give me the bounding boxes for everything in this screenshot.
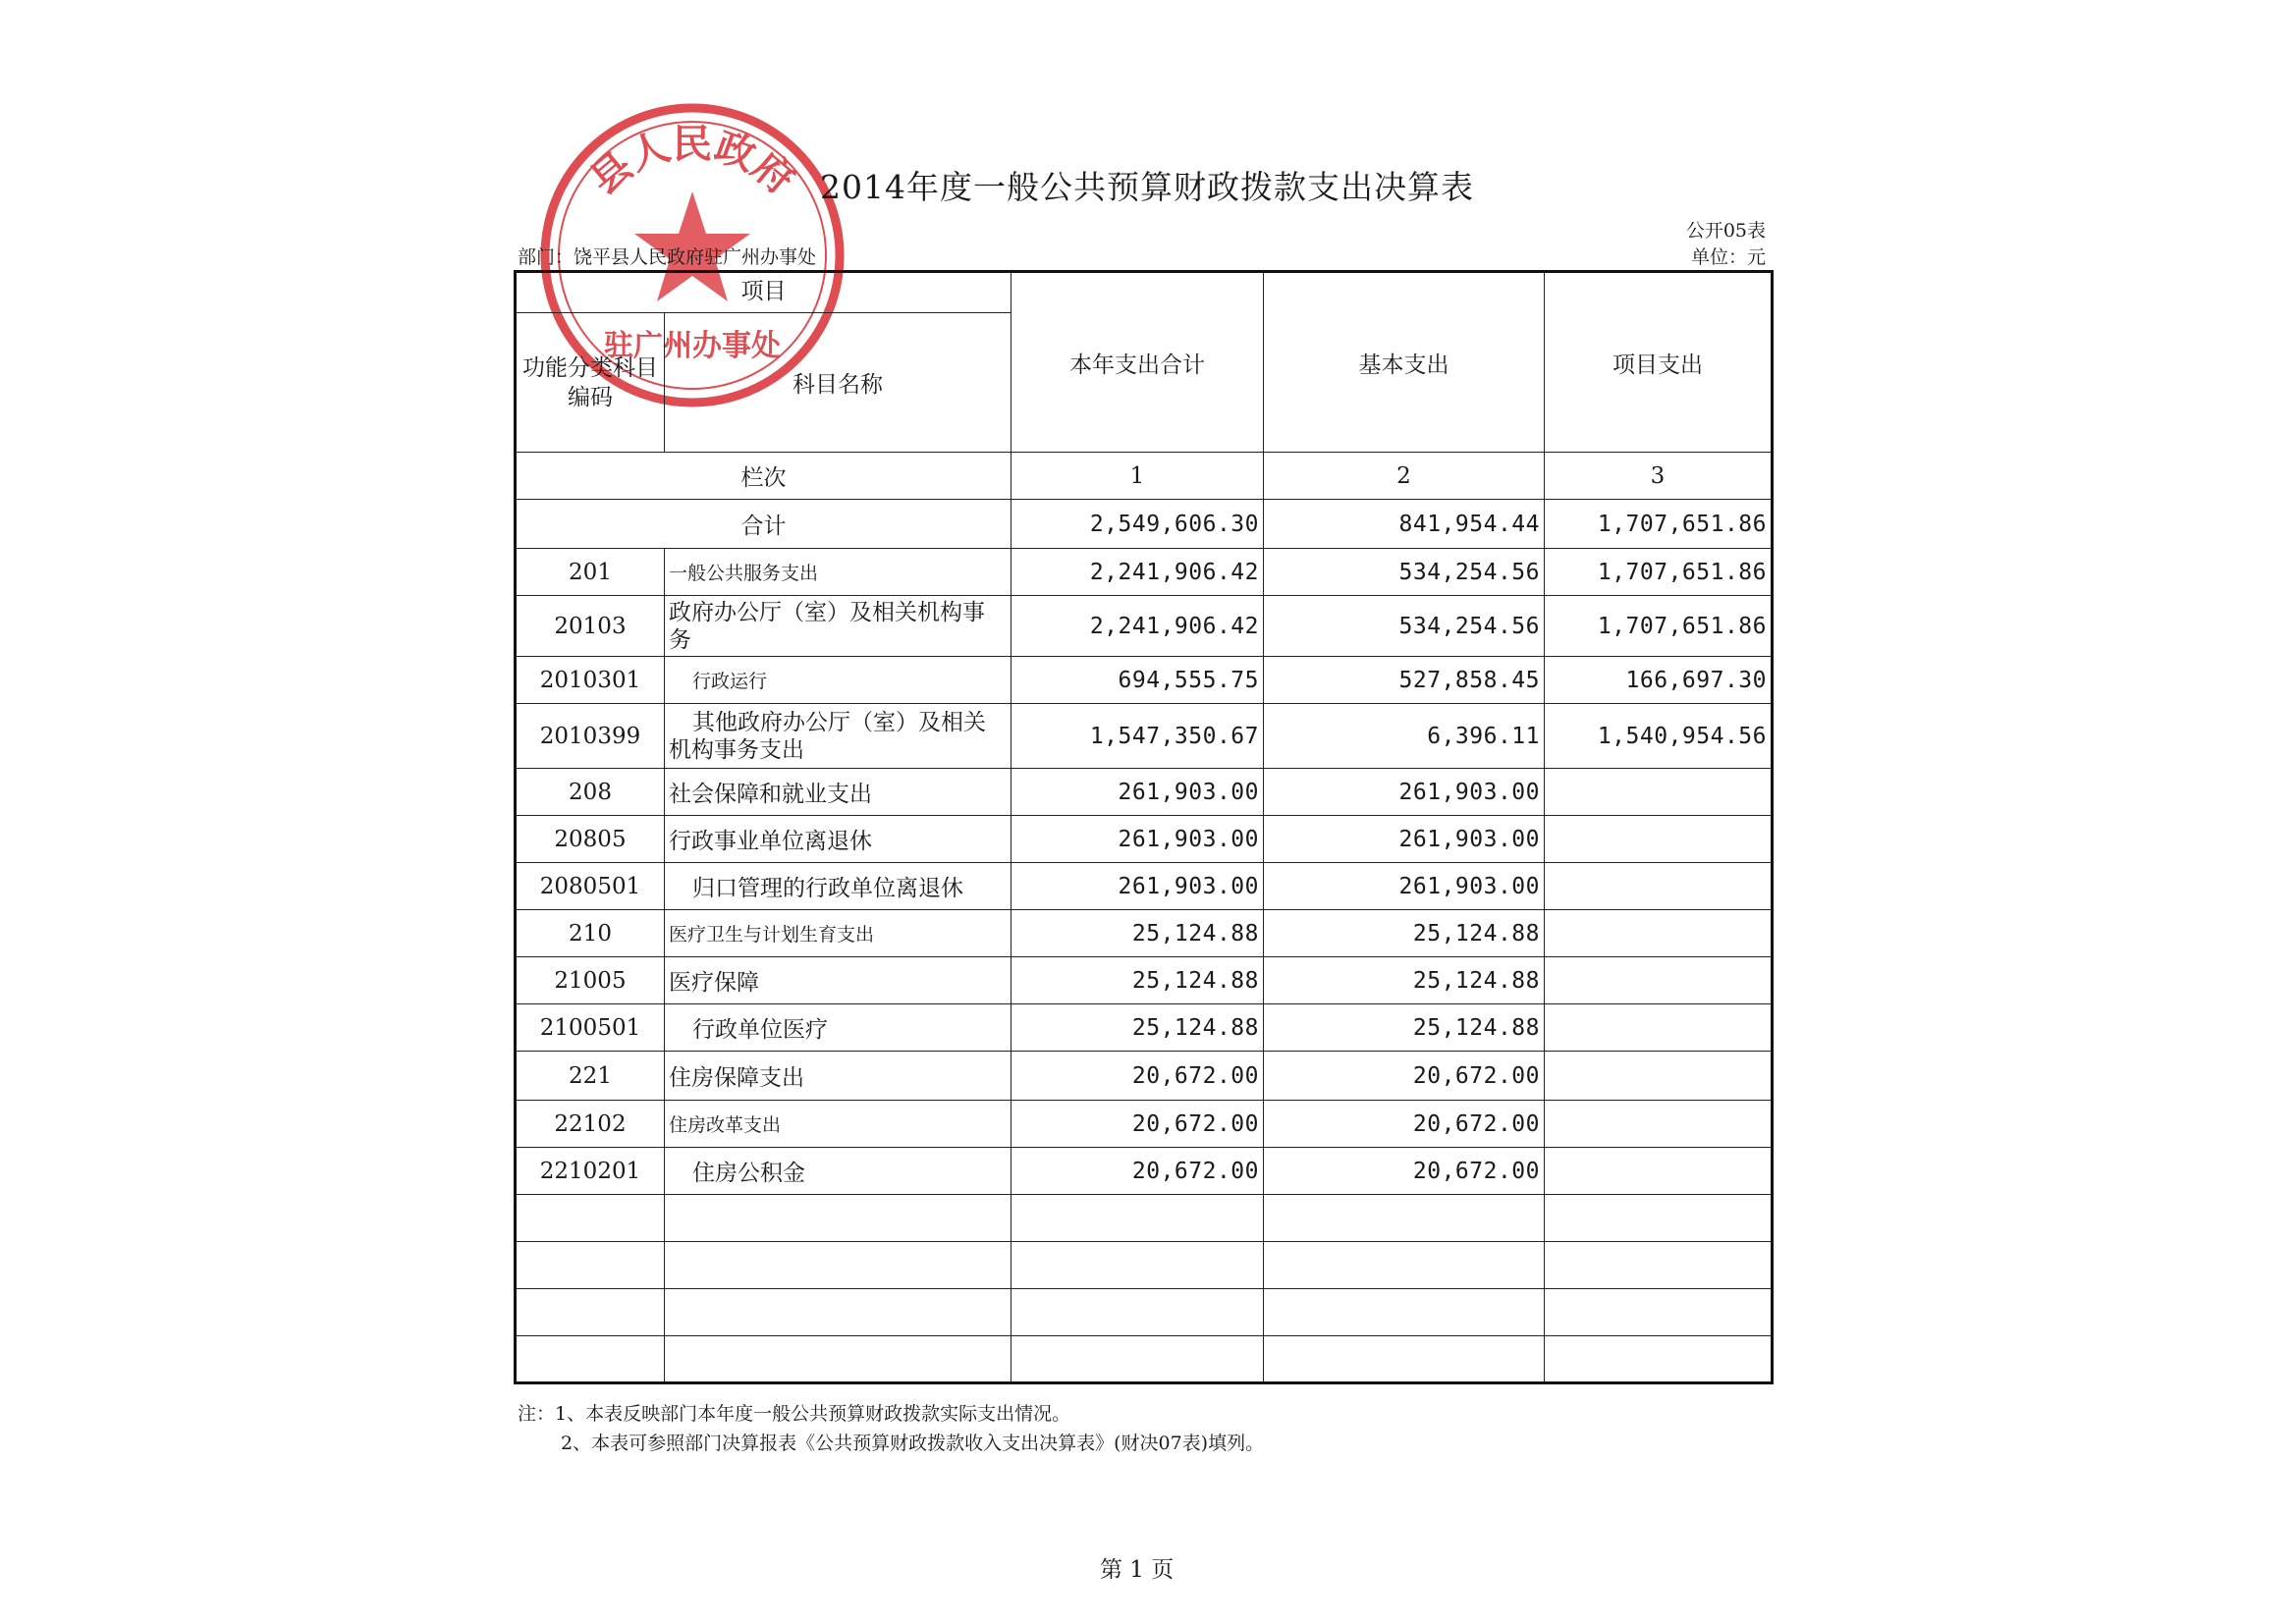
row-c1: 694,555.75 [1011, 657, 1264, 704]
total-c2: 841,954.44 [1264, 500, 1545, 549]
header-code: 功能分类科目编码 [516, 313, 665, 453]
row-c1: 20,672.00 [1011, 1148, 1264, 1195]
row-c1: 25,124.88 [1011, 957, 1264, 1004]
row-c2: 261,903.00 [1264, 816, 1545, 863]
row-c3: 1,707,651.86 [1545, 549, 1773, 596]
note-line-2: 2、本表可参照部门决算报表《公共预算财政拨款收入支出决算表》(财决07表)填列。 [561, 1433, 1265, 1454]
row-c1: 20,672.00 [1011, 1052, 1264, 1101]
table-row [516, 1148, 1773, 1195]
row-c3 [1545, 1148, 1773, 1195]
column-3: 3 [1545, 453, 1773, 500]
row-c1: 261,903.00 [1011, 816, 1264, 863]
row-name: 社会保障和就业支出 [665, 769, 1011, 816]
header-name: 科目名称 [665, 313, 1011, 453]
row-name: 行政单位医疗 [665, 1004, 1011, 1052]
row-name: 归口管理的行政单位离退休 [665, 863, 1011, 910]
row-c2: 527,858.45 [1264, 657, 1545, 704]
row-c1: 261,903.00 [1011, 769, 1264, 816]
header-project-expenditure: 项目支出 [1545, 272, 1773, 453]
row-code: 20805 [516, 816, 665, 863]
table-row [516, 863, 1773, 910]
row-c1: 2,241,906.42 [1011, 549, 1264, 596]
empty-row [516, 1289, 1773, 1336]
row-name: 一般公共服务支出 [665, 549, 1011, 596]
row-c2: 6,396.11 [1264, 704, 1545, 769]
row-c3: 1,540,954.56 [1545, 704, 1773, 769]
table-row [516, 1004, 1773, 1052]
page-title: 2014年度一般公共预算财政拨款支出决算表 [820, 168, 1474, 206]
row-code: 208 [516, 769, 665, 816]
row-code: 2010301 [516, 657, 665, 704]
row-name: 医疗保障 [665, 957, 1011, 1004]
row-c3 [1545, 957, 1773, 1004]
page-number: 第 1 页 [1100, 1557, 1175, 1583]
total-c1: 2,549,606.30 [1011, 500, 1264, 549]
table-row [516, 769, 1773, 816]
column-label: 栏次 [516, 453, 1011, 500]
header-basic-expenditure: 基本支出 [1264, 272, 1545, 453]
row-code: 2010399 [516, 704, 665, 769]
row-c2: 261,903.00 [1264, 863, 1545, 910]
row-c3 [1545, 1004, 1773, 1052]
row-c1: 25,124.88 [1011, 1004, 1264, 1052]
row-code: 2080501 [516, 863, 665, 910]
svg-text:县人民政府: 县人民政府 [581, 122, 803, 204]
row-code: 201 [516, 549, 665, 596]
row-c2: 25,124.88 [1264, 1004, 1545, 1052]
row-c2: 261,903.00 [1264, 769, 1545, 816]
row-code: 221 [516, 1052, 665, 1101]
row-code: 2210201 [516, 1148, 665, 1195]
empty-row [516, 1336, 1773, 1383]
row-name: 医疗卫生与计划生育支出 [665, 910, 1011, 957]
column-1: 1 [1011, 453, 1264, 500]
row-c2: 20,672.00 [1264, 1052, 1545, 1101]
table-row [516, 910, 1773, 957]
row-name: 其他政府办公厅（室）及相关机构事务支出 [665, 704, 1011, 769]
row-code: 210 [516, 910, 665, 957]
row-c3: 166,697.30 [1545, 657, 1773, 704]
row-c3: 1,707,651.86 [1545, 596, 1773, 657]
row-c1: 25,124.88 [1011, 910, 1264, 957]
row-code: 21005 [516, 957, 665, 1004]
row-c1: 2,241,906.42 [1011, 596, 1264, 657]
row-c2: 20,672.00 [1264, 1101, 1545, 1148]
empty-row [516, 1195, 1773, 1242]
column-number-row [516, 453, 1773, 500]
row-c2: 534,254.56 [1264, 549, 1545, 596]
row-code: 22102 [516, 1101, 665, 1148]
row-c1: 261,903.00 [1011, 863, 1264, 910]
row-name: 住房改革支出 [665, 1101, 1011, 1148]
column-2: 2 [1264, 453, 1545, 500]
table-row [516, 657, 1773, 704]
row-c2: 534,254.56 [1264, 596, 1545, 657]
empty-row [516, 1242, 1773, 1289]
notes [518, 1399, 1264, 1458]
table-row [516, 704, 1773, 769]
department-label: 部门：饶平县人民政府驻广州办事处 [518, 246, 817, 268]
row-c1: 20,672.00 [1011, 1101, 1264, 1148]
header-item: 项目 [516, 272, 1011, 313]
note-line-1: 注：1、本表反映部门本年度一般公共预算财政拨款实际支出情况。 [518, 1403, 1071, 1425]
expenditure-table [514, 270, 1774, 1384]
row-c3 [1545, 863, 1773, 910]
total-c3: 1,707,651.86 [1545, 500, 1773, 549]
total-label: 合计 [516, 500, 1011, 549]
total-row [516, 500, 1773, 549]
row-name: 住房保障支出 [665, 1052, 1011, 1101]
table-row [516, 816, 1773, 863]
row-c3 [1545, 769, 1773, 816]
header-row-top [516, 272, 1773, 313]
unit-label: 单位：元 [1690, 246, 1766, 268]
row-code: 2100501 [516, 1004, 665, 1052]
header-total-expenditure: 本年支出合计 [1011, 272, 1264, 453]
row-c3 [1545, 910, 1773, 957]
row-c3 [1545, 816, 1773, 863]
svg-text:驻广州办事处: 驻广州办事处 [604, 329, 781, 363]
table-row [516, 1101, 1773, 1148]
table-row [516, 957, 1773, 1004]
row-c2: 25,124.88 [1264, 957, 1545, 1004]
row-c2: 25,124.88 [1264, 910, 1545, 957]
table-row [516, 549, 1773, 596]
row-name: 政府办公厅（室）及相关机构事务 [665, 596, 1011, 657]
row-c3 [1545, 1101, 1773, 1148]
row-name: 行政事业单位离退休 [665, 816, 1011, 863]
row-c3 [1545, 1052, 1773, 1101]
table-row [516, 596, 1773, 657]
row-c1: 1,547,350.67 [1011, 704, 1264, 769]
table-row [516, 1052, 1773, 1101]
row-code: 20103 [516, 596, 665, 657]
row-c2: 20,672.00 [1264, 1148, 1545, 1195]
form-number: 公开05表 [1685, 220, 1766, 242]
row-name: 行政运行 [665, 657, 1011, 704]
row-name: 住房公积金 [665, 1148, 1011, 1195]
